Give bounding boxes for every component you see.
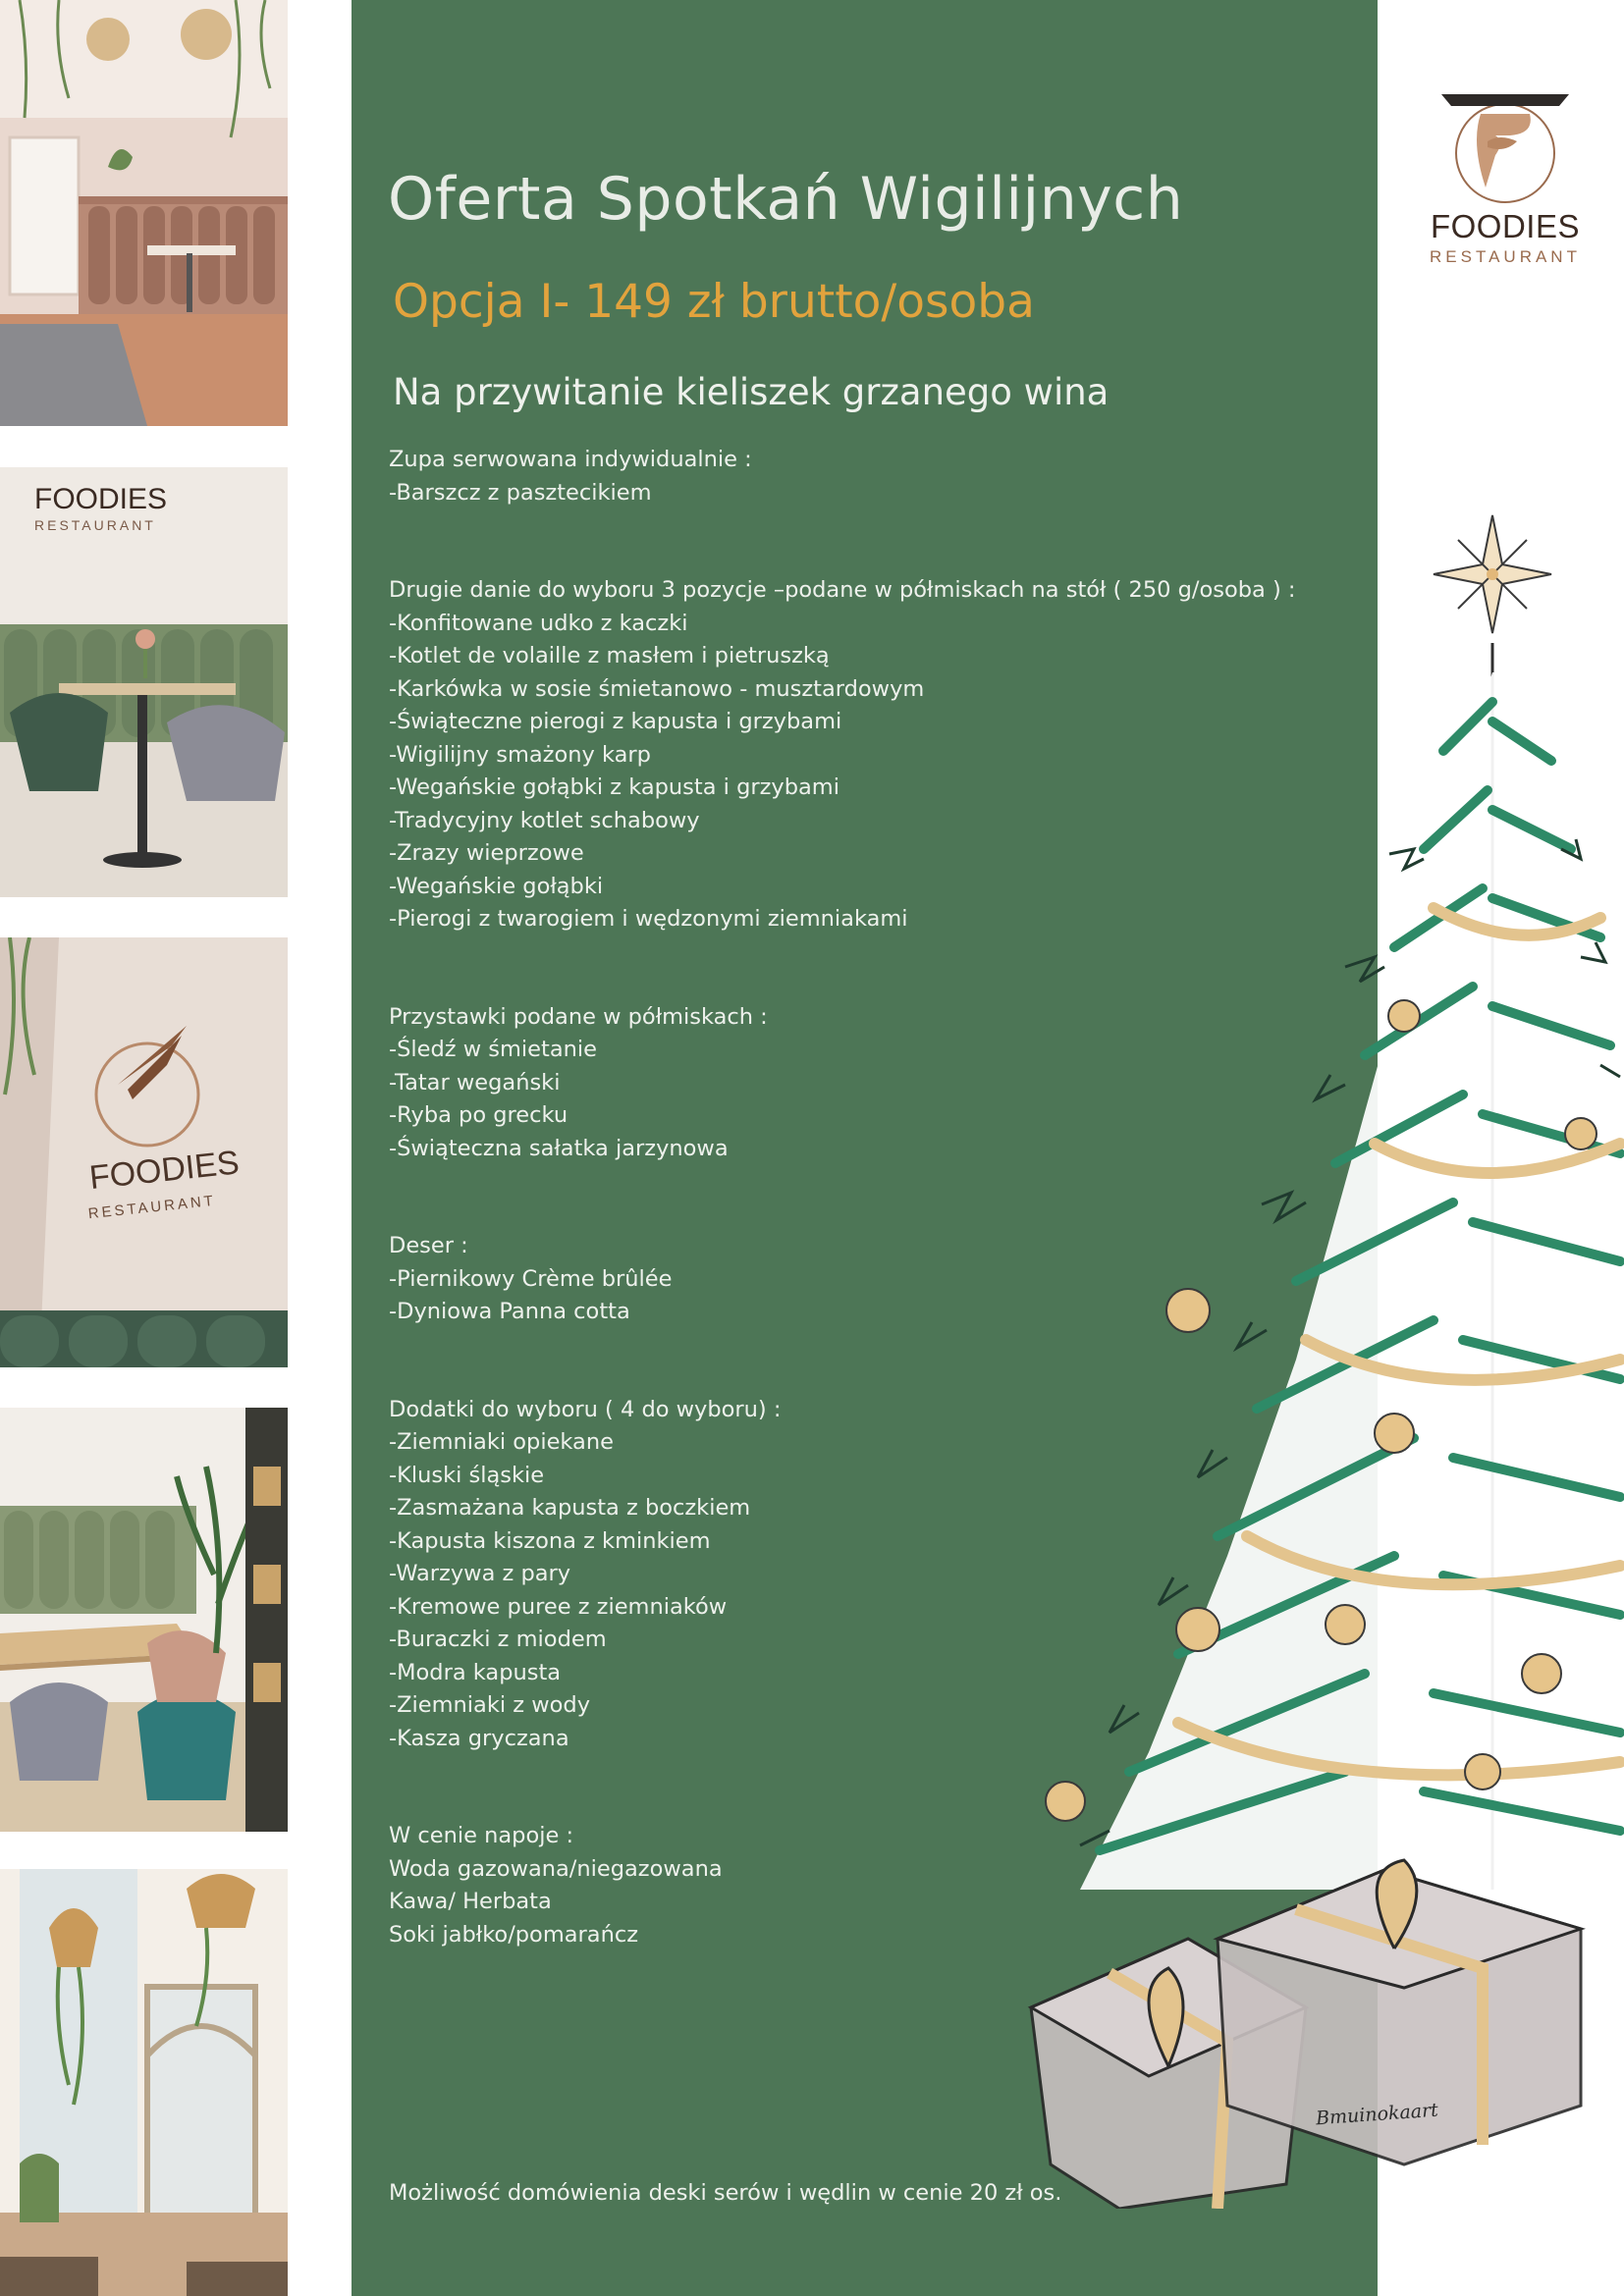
logo-brand: FOODIES: [1430, 208, 1581, 244]
section-heading: Zupa serwowana indywidualnie :: [389, 447, 752, 472]
menu-item: Kawa/ Herbata: [389, 1889, 552, 1914]
interior-photo-pink-booth: [0, 0, 288, 426]
menu-item: -Zrazy wieprzowe: [389, 840, 584, 866]
menu-item: -Świąteczna sałatka jarzynowa: [389, 1135, 729, 1161]
menu-item: Woda gazowana/niegazowana: [389, 1855, 723, 1882]
menu-item: -Śledź w śmietanie: [389, 1037, 597, 1062]
menu-item: -Buraczki z miodem: [389, 1627, 607, 1652]
menu-item: -Kluski śląskie: [389, 1462, 545, 1488]
interior-photo-window: [0, 1869, 288, 2296]
section-heading: Przystawki podane w półmiskach :: [389, 1003, 768, 1030]
footer-note: Możliwość domówienia deski serów i wędlin w cenie 20 zł os.: [389, 2180, 1062, 2206]
section-heading: Dodatki do wyboru ( 4 do wyboru) :: [389, 1396, 782, 1422]
menu-item: -Zasmażana kapusta z boczkiem: [389, 1495, 751, 1521]
logo-emblem-icon: [1427, 84, 1584, 207]
svg-text:RESTAURANT: RESTAURANT: [34, 517, 156, 533]
menu-item: -Kotlet de volaille z masłem i pietruszką: [389, 643, 830, 668]
price-option: Opcja I- 149 zł brutto/osoba: [393, 275, 1035, 329]
menu-item: -Warzywa z pary: [389, 1561, 571, 1586]
menu-item: -Kremowe puree z ziemniaków: [389, 1593, 728, 1620]
christmas-tree-illustration: [972, 496, 1624, 2209]
interior-photo-logo-sign: [0, 937, 288, 1367]
menu-item: -Karkówka w sosie śmietanowo - musztardowym: [389, 675, 925, 702]
menu-item: -Konfitowane udko z kaczki: [389, 610, 688, 636]
menu-item: -Kapusta kiszona z kminkiem: [389, 1527, 711, 1554]
section-heading: W cenie napoje :: [389, 1823, 574, 1848]
menu-item: -Barszcz z pasztecikiem: [389, 479, 652, 506]
menu-item: -Modra kapusta: [389, 1659, 562, 1685]
svg-text:RESTAURANT: RESTAURANT: [86, 1192, 217, 1223]
svg-text:FOODIES: FOODIES: [87, 1144, 242, 1198]
star-icon: [1434, 515, 1551, 633]
logo-sub: RESTAURANT: [1430, 247, 1581, 266]
welcome-line: Na przywitanie kieliszek grzanego wina: [393, 371, 1110, 413]
restaurant-logo: [1427, 84, 1584, 281]
menu-item: -Pierogi z twarogiem i wędzonymi ziemniakami: [389, 906, 908, 932]
interior-photo-dining-tables: [0, 1408, 288, 1832]
svg-text:FOODIES: FOODIES: [34, 483, 168, 515]
menu-item: -Świąteczne pierogi z kapusta i grzybami: [389, 709, 842, 734]
menu-item: -Tatar wegański: [389, 1069, 561, 1095]
menu-item: -Dyniowa Panna cotta: [389, 1299, 630, 1324]
menu-item: -Ziemniaki z wody: [389, 1692, 591, 1718]
menu-item: -Piernikowy Crème brûlée: [389, 1265, 673, 1292]
menu-item: Soki jabłko/pomarańcz: [389, 1921, 639, 1948]
page-title: Oferta Spotkań Wigilijnych: [388, 165, 1184, 234]
section-heading: Deser :: [389, 1233, 468, 1258]
menu-item: -Tradycyjny kotlet schabowy: [389, 807, 700, 833]
artist-signature: Bmuinokaart: [1315, 2099, 1439, 2130]
menu-item: -Wegańskie gołąbki: [389, 873, 604, 899]
menu-item: -Wegańskie gołąbki z kapusta i grzybami: [389, 774, 839, 800]
menu-item: -Kasza gryczana: [389, 1725, 569, 1751]
menu-item: -Ziemniaki opiekane: [389, 1429, 614, 1455]
menu-item: -Ryba po grecku: [389, 1102, 568, 1128]
interior-photo-logo-wall: [0, 467, 288, 897]
section-heading: Drugie danie do wyboru 3 pozycje –podane w półmiskach na stół ( 250 g/osoba ) :: [389, 577, 1296, 603]
menu-item: -Wigilijny smażony karp: [389, 741, 651, 768]
